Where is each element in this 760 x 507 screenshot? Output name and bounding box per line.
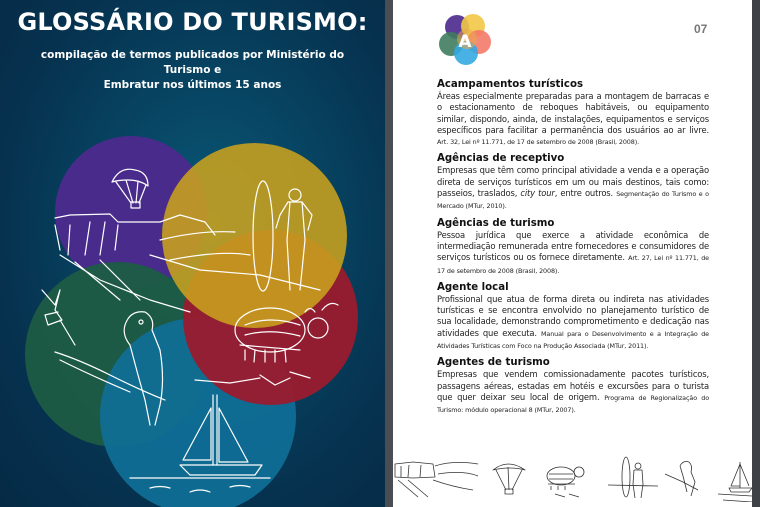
glossary-entry xyxy=(437,78,709,148)
entry-definition xyxy=(437,91,709,148)
surfer-icon xyxy=(608,457,658,498)
vertical-scrollbar[interactable] xyxy=(752,0,760,507)
entry-source: Segmentação do Turismo e o Mercado (MTur, 2010). xyxy=(437,190,709,211)
sailboat-icon xyxy=(130,395,270,492)
cliffs-icon xyxy=(395,462,478,497)
definition-text: Áreas especialmente preparadas para a montagem de barracas e o estacionamento de reboques habitáveis, ou equipamento similar, dispondo, ainda, de instalações, equipamentos e serviços específicos para facilitar a permanência dos usuários ao ar livre. xyxy=(437,91,709,135)
definition-text: , entre outros. xyxy=(554,188,614,199)
entry-definition xyxy=(437,230,709,277)
cover-subtitle-line-1: compilação de termos publicados por Ministério do Turismo e xyxy=(40,49,345,76)
entry-source: Manual para o Desenvolvimento e a Integração de Atividades Turísticas com Foco na Produção Associada (MTur, 2011). xyxy=(437,329,710,351)
cover-subtitle-line-2: Embratur nos últimos 15 anos xyxy=(103,79,282,91)
glossary-entry xyxy=(437,356,709,416)
glossary-entry xyxy=(437,281,709,352)
entry-source: Art. 27, Lei nº 11.771, de 17 de setembro de 2008 (Brasil, 2008). xyxy=(437,254,710,275)
page-number: 07 xyxy=(694,22,708,36)
entry-term: Agentes de turismo xyxy=(437,357,550,369)
entry-definition xyxy=(437,294,709,352)
parrot-icon xyxy=(55,312,165,425)
glossary-entry xyxy=(437,217,709,277)
paraglider-icon xyxy=(493,464,525,494)
boi-bumba-icon xyxy=(547,467,584,497)
definition-text: Profissional que atua de forma direta ou indireta nas atividades turísticas e se encontra envolvido no planejamento turístico de sua localidade, demonstrando comprometimento e dedicação nas atividades que executa. xyxy=(437,293,709,338)
entry-source: Programa de Regionalização do Turismo: módulo operacional 8 (MTur, 2007). xyxy=(437,393,710,415)
glossary-entries xyxy=(437,78,709,421)
boi-bumba-icon xyxy=(195,303,338,385)
paraglider-icon xyxy=(112,169,148,208)
glossary-entry xyxy=(437,152,709,212)
logo-letter: A xyxy=(458,32,472,52)
entry-term: Agente local xyxy=(437,281,509,293)
cover-title: GLOSSÁRIO DO TURISMO: xyxy=(17,8,368,36)
definition-italic: city tour xyxy=(520,188,555,199)
surfer-icon xyxy=(253,181,312,291)
sailboat-icon xyxy=(718,462,752,502)
definition-text: Pessoa jurídica que exerce a atividade econômica de intermediação remunerada entre fornecedores e consumidores de serviços turísticos ou os fornece diretamente. xyxy=(437,229,709,263)
definition-text: Empresas que têm como principal atividade a venda e a operação direta de serviços turísticos em um ou mais destinos, tais como: passeios, traslados, xyxy=(437,165,709,199)
footer-illustrations xyxy=(393,452,752,502)
parrot-icon xyxy=(665,462,698,497)
entry-term: Agências de turismo xyxy=(437,217,555,229)
entry-term: Agências de receptivo xyxy=(437,153,565,165)
entry-definition xyxy=(437,369,709,416)
bird-icon xyxy=(42,290,75,345)
entry-definition xyxy=(437,165,709,212)
cliffs-icon xyxy=(55,214,320,312)
glossary-page xyxy=(393,0,752,507)
letter-logo-icon xyxy=(437,11,493,67)
entry-term: Acampamentos turísticos xyxy=(437,79,584,90)
definition-text: Empresas que vendem comissionadamente pacotes turísticos, passagens aéreas, estadas em hotéis e excursões para o turista que quer deixar seu local de origem. xyxy=(437,369,709,402)
entry-source: Art. 32, Lei nº 11.771, de 17 de setembro de 2008 (Brasil, 2008). xyxy=(437,138,640,147)
page-gutter xyxy=(385,0,393,507)
